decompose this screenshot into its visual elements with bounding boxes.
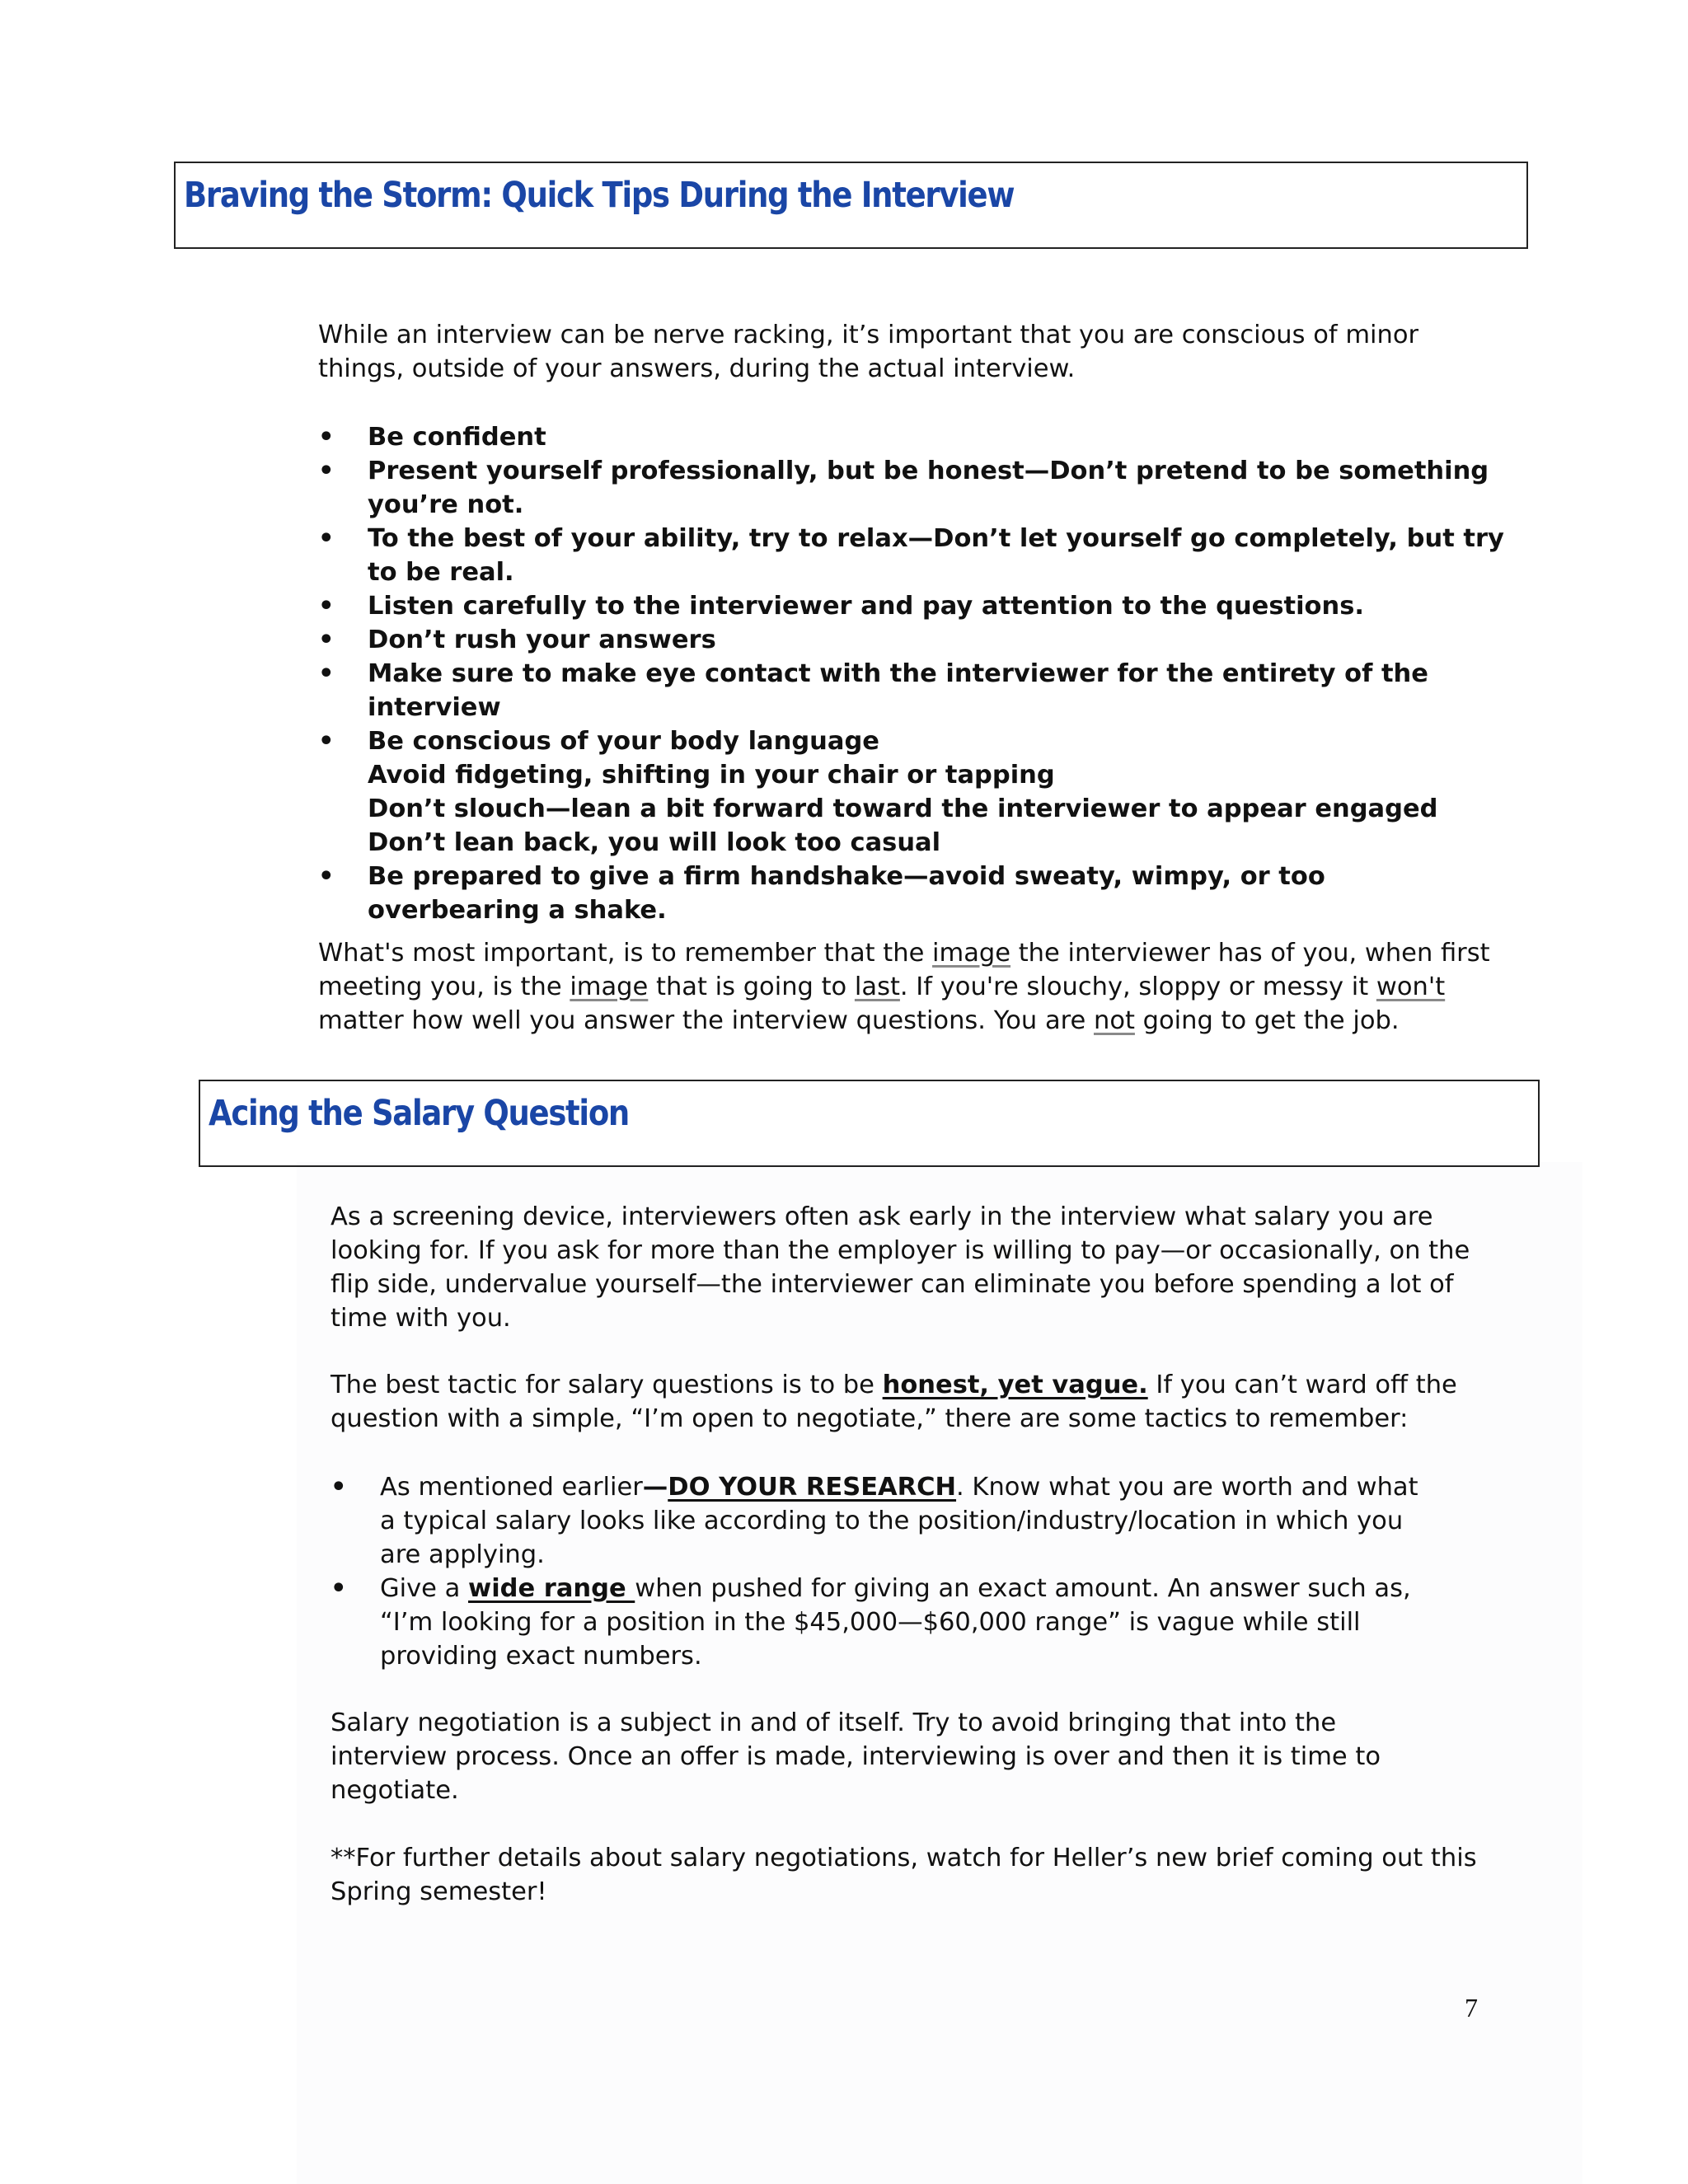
salary-text: . Know what you are worth and what a typical salary looks like according to the position/industry/location in which you are applying. (380, 1473, 1418, 1569)
bullet-glyph: • (318, 524, 335, 553)
closing-underlined: last (854, 972, 900, 1001)
tip-text: Be conscious of your body language (368, 727, 879, 756)
tip-text: Be confident (368, 423, 546, 452)
bullet-glyph: • (318, 457, 335, 485)
list-item (318, 589, 1505, 623)
salary-text: The best tactic for salary questions is to be (331, 1371, 883, 1399)
salary-text: If you can’t ward off the question with a simple, “I’m open to negotiate,” there are some tactics to remember: (331, 1371, 1457, 1433)
section-heading-interview: Braving the Storm: Quick Tips During the Interview (184, 175, 1015, 216)
closing-text: What's most important, is to remember that the (318, 939, 933, 968)
list-item (331, 1470, 1418, 1572)
section-heading-box-salary (199, 1080, 1540, 1167)
salary-paragraph-4: **For further details about salary negotiations, watch for Heller’s new brief coming out this Spring semester! (331, 1844, 1477, 1906)
tip-text: Present yourself professionally, but be honest—Don’t pretend to be something you’re not. (368, 457, 1489, 519)
bullet-glyph: • (331, 1574, 347, 1603)
closing-underlined: image (570, 972, 649, 1001)
salary-text: As mentioned earlier (380, 1473, 643, 1502)
intro-line-2: things, outside of your answers, during the actual interview. (318, 354, 1076, 383)
interview-tips-list (318, 420, 1505, 927)
list-item (331, 1572, 1418, 1673)
salary-paragraph-1: As a screening device, interviewers often ask early in the interview what salary you are looking for. If you ask for more than the employer is willing to pay—or occasionally, on the flip side, undervalue yourself—the interviewer can eliminate you before spending a lot of time with you. (331, 1202, 1470, 1333)
salary-text: Give a (380, 1574, 469, 1603)
salary-paragraph-2 (331, 1368, 1484, 1436)
sub-item: Avoid fidgeting, shifting in your chair or tapping (368, 761, 1055, 790)
honest-yet-vague: honest, yet vague. (882, 1371, 1148, 1399)
section-heading-salary: Acing the Salary Question (209, 1093, 629, 1134)
intro-line-1: While an interview can be nerve racking, it’s important that you are conscious of minor (318, 321, 1419, 349)
bullet-glyph: • (318, 423, 335, 452)
closing-underlined: not (1093, 1006, 1135, 1035)
closing-text: matter how well you answer the interview questions. You are (318, 1006, 1094, 1035)
sub-item: Don’t slouch—lean a bit forward toward the interviewer to appear engaged (368, 794, 1438, 823)
closing-text: going to get the job. (1134, 1006, 1400, 1035)
list-item (318, 522, 1505, 589)
salary-paragraph-3: Salary negotiation is a subject in and of itself. Try to avoid bringing that into the interview process. Once an offer is made, interviewing is over and then it is time to negotiate. (331, 1708, 1381, 1805)
tip-text: Be prepared to give a firm handshake—avoid sweaty, wimpy, or too overbearing a shake. (368, 862, 1325, 925)
do-your-research: DO YOUR RESEARCH (668, 1473, 957, 1502)
bullet-glyph: • (318, 592, 335, 621)
list-item (318, 623, 1505, 657)
closing-paragraph (318, 936, 1505, 1038)
em-dash: — (642, 1473, 668, 1502)
list-item (318, 420, 1505, 454)
bullet-glyph: • (318, 659, 335, 688)
closing-text: the interviewer has of you, when first meeting you, is the (318, 939, 1490, 1001)
bullet-glyph: • (318, 727, 335, 756)
tip-text: To the best of your ability, try to relax—Don’t let yourself go completely, but try to be real. (368, 524, 1504, 587)
list-item (318, 454, 1505, 522)
salary-tactics-list (331, 1470, 1418, 1673)
wide-range: wide range (468, 1574, 635, 1603)
salary-text: when pushed for giving an exact amount. An answer such as, “I’m looking for a position in the $45,000—$60,000 range” is vague while still providing exact numbers. (380, 1574, 1411, 1671)
list-item (318, 724, 1505, 758)
closing-text: that is going to (648, 972, 855, 1001)
page-number: 7 (1465, 1993, 1478, 2022)
list-item (318, 860, 1505, 927)
closing-underlined: image (932, 939, 1011, 968)
section-heading-box-interview (174, 162, 1528, 249)
closing-text: . If you're slouchy, sloppy or messy it (899, 972, 1376, 1001)
list-item (318, 657, 1505, 724)
bullet-glyph: • (318, 862, 335, 891)
tip-text: Make sure to make eye contact with the interviewer for the entirety of the interview (368, 659, 1428, 722)
bullet-glyph: • (331, 1473, 347, 1502)
tip-text: Listen carefully to the interviewer and pay attention to the questions. (368, 592, 1364, 621)
sub-item: Don’t lean back, you will look too casual (368, 828, 941, 857)
tip-text: Don’t rush your answers (368, 626, 716, 654)
intro-paragraph (318, 318, 1456, 386)
bullet-glyph: • (318, 626, 335, 654)
closing-underlined: won't (1376, 972, 1446, 1001)
